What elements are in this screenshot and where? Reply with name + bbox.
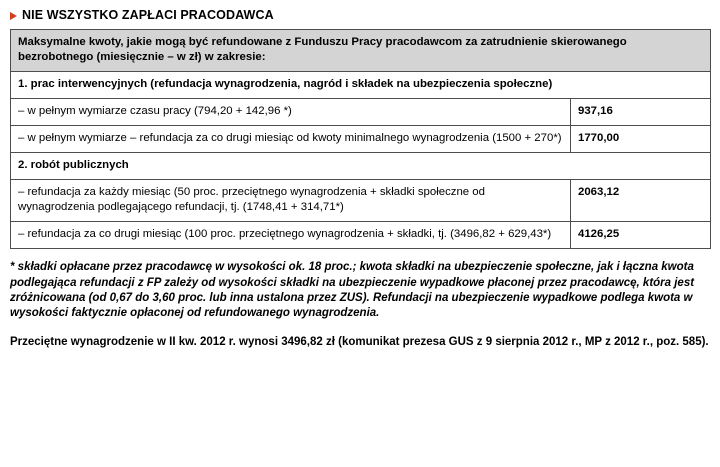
refund-amounts-table xyxy=(10,29,711,249)
table-row xyxy=(11,126,711,153)
page-title-row xyxy=(10,8,710,22)
table-row xyxy=(11,72,711,99)
footnote-text: * składki opłacane przez pracodawcę w wysokości ok. 18 proc.; kwota składki na ubezpieczenie społeczne, jak i łączna kwota podlegająca refundacji z FP zależy od wysokości składki na ubezpieczenie wypadkowe płaconej przez pracodawcę, która jest zróżnicowana (od 0,67 do 3,60 proc. lub inna ustalona przez ZUS). Refundacji na ubezpieczenie wypadkowe podlega kwota w wysokości faktycznie opłaconej od refundowanego wynagrodzenia. xyxy=(10,261,695,320)
table-row xyxy=(11,153,711,180)
table-row xyxy=(11,222,711,249)
table-header-row xyxy=(11,30,711,72)
page-title: NIE WSZYSTKO ZAPŁACI PRACODAWCA xyxy=(22,8,274,22)
item-label: – w pełnym wymiarze czasu pracy (794,20 + 142,96 *) xyxy=(11,99,571,126)
closing-note: Przeciętne wynagrodzenie w II kw. 2012 r. wynosi 3496,82 zł (komunikat prezesa GUS z 9 sierpnia 2012 r., MP z 2012 r., poz. 585). xyxy=(10,335,709,348)
item-value: 2063,12 xyxy=(571,180,711,222)
item-label: – refundacja za każdy miesiąc (50 proc. przeciętnego wynagrodzenia + składki społeczne od wynagrodzenia podlegającego refundacji, tj. (1748,41 + 314,71*) xyxy=(11,180,571,222)
item-label: – refundacja za co drugi miesiąc (100 proc. przeciętnego wynagrodzenia + składki, tj. (3496,82 + 629,43*) xyxy=(11,222,571,249)
table-row xyxy=(11,180,711,222)
item-value: 1770,00 xyxy=(571,126,711,153)
item-label: – w pełnym wymiarze – refundacja za co drugi miesiąc od kwoty minimalnego wynagrodzenia (1500 + 270*) xyxy=(11,126,571,153)
table-header-cell: Maksymalne kwoty, jakie mogą być refundowane z Funduszu Pracy pracodawcom za zatrudnienie skierowanego bezrobotnego (miesięcznie – w zł) w zakresie: xyxy=(11,30,711,72)
red-triangle-marker-icon xyxy=(10,12,17,20)
section-label: 2. robót publicznych xyxy=(11,153,711,180)
section-label: 1. prac interwencyjnych (refundacja wynagrodzenia, nagród i składek na ubezpieczenia społeczne) xyxy=(11,72,711,99)
table-row xyxy=(11,99,711,126)
item-value: 4126,25 xyxy=(571,222,711,249)
item-value: 937,16 xyxy=(571,99,711,126)
